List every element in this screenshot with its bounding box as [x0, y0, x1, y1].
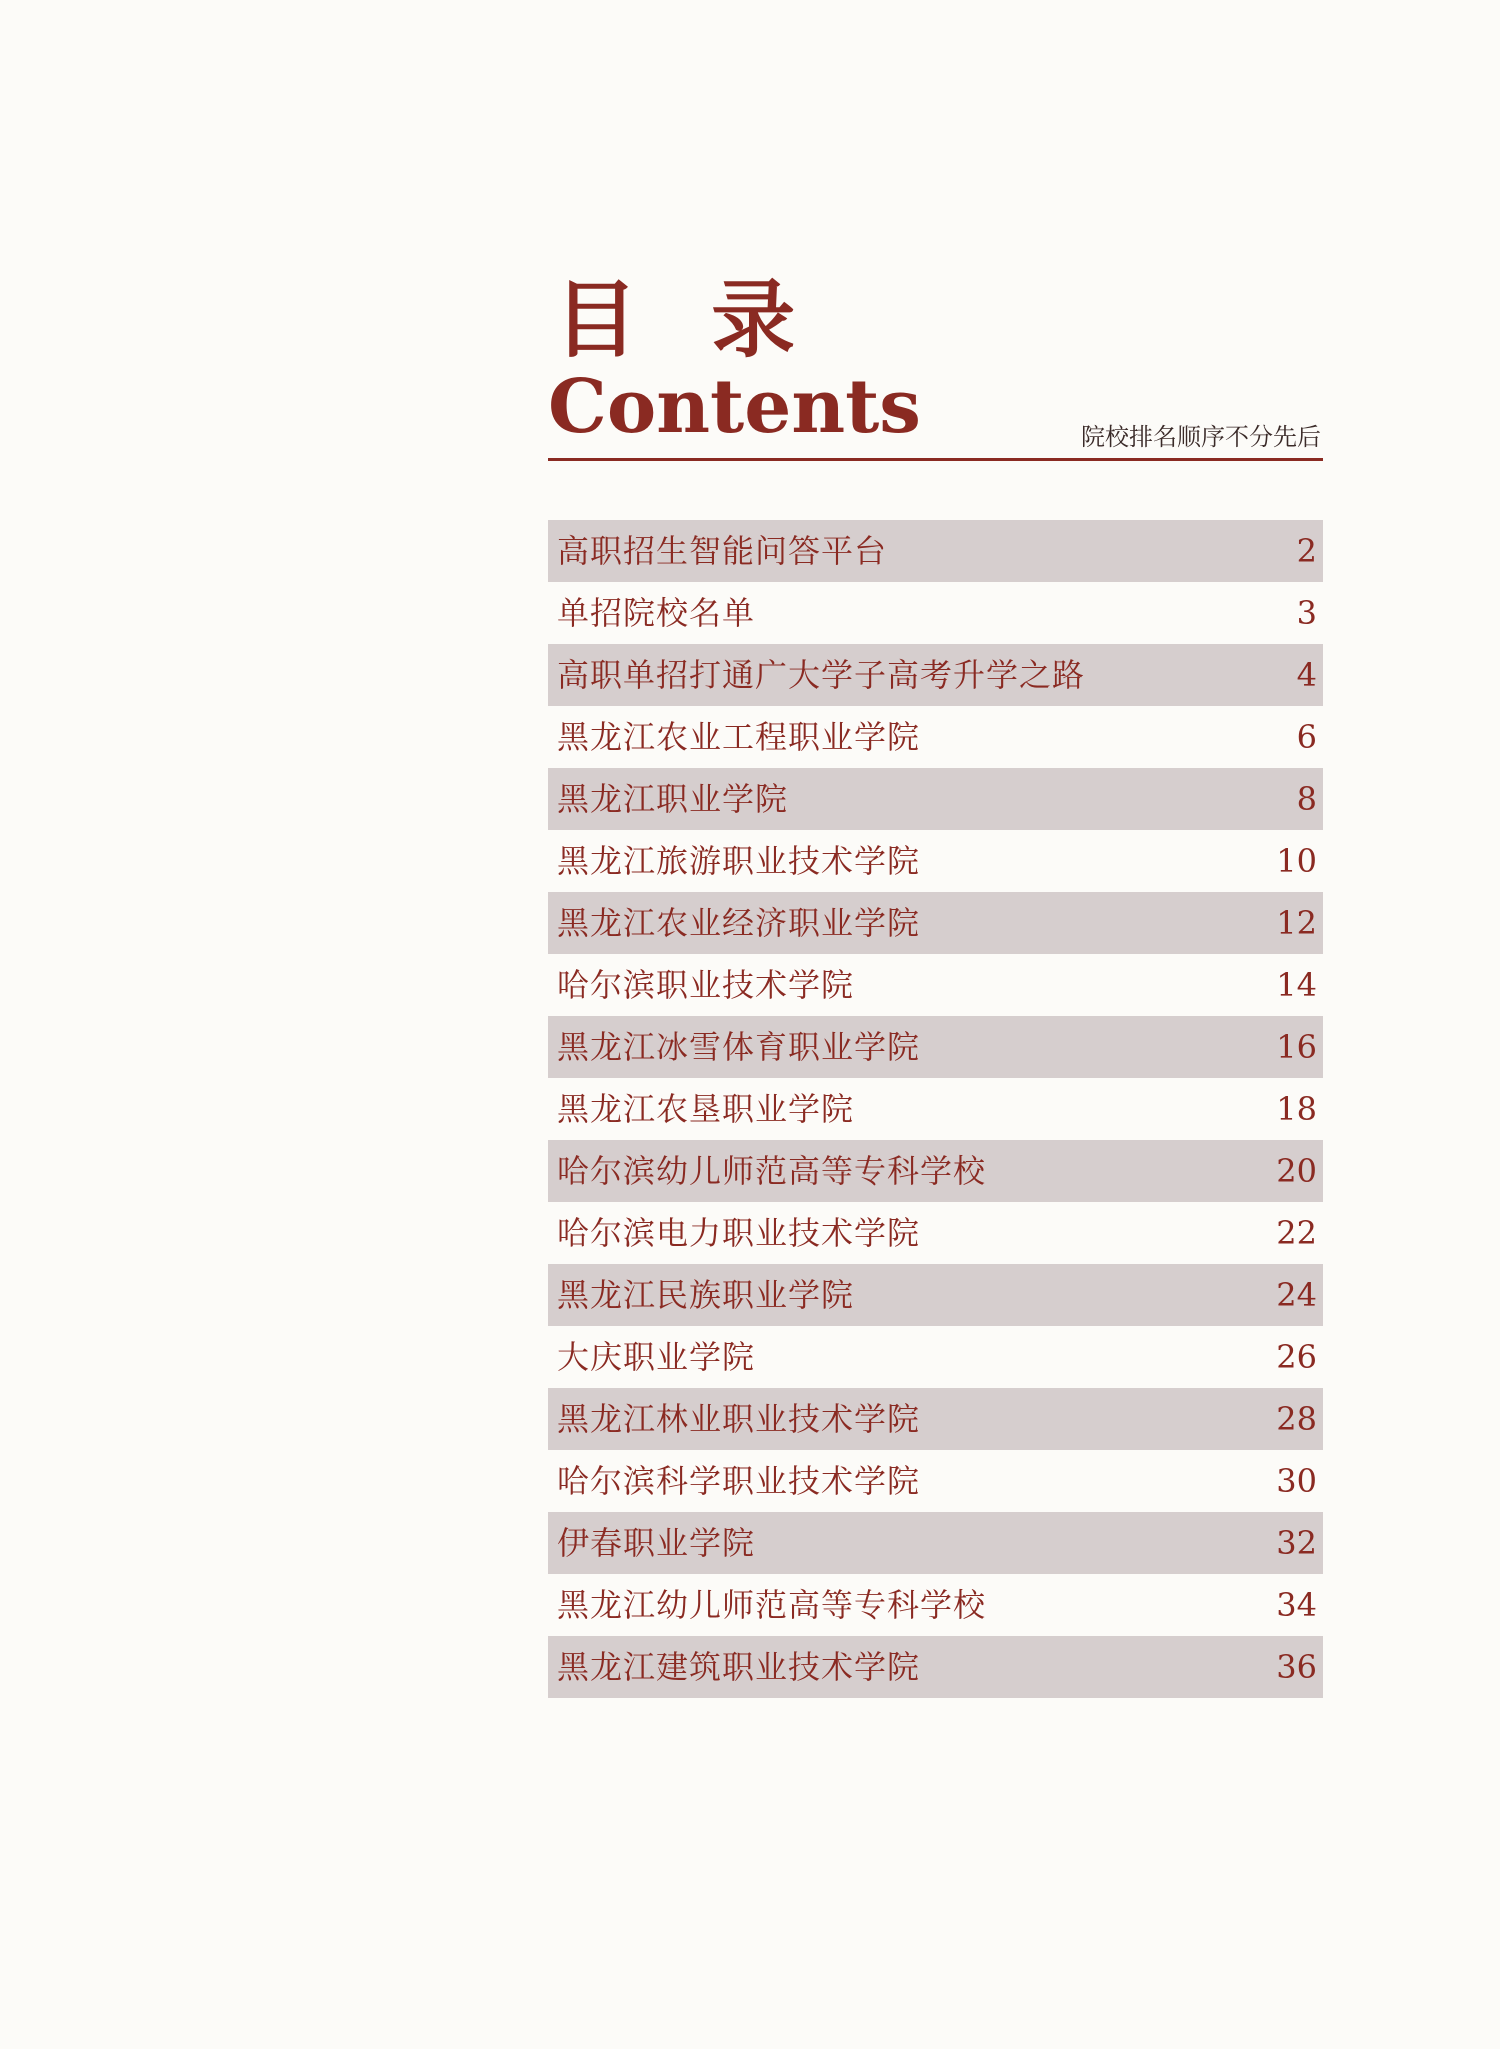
toc-entry[interactable]: [548, 1512, 1323, 1574]
toc-entry-title: 高职单招打通广大学子高考升学之路: [557, 656, 1086, 694]
toc-entry[interactable]: [548, 1326, 1323, 1388]
toc-entry-title: 高职招生智能问答平台: [557, 532, 888, 570]
toc-entry-title: 哈尔滨幼儿师范高等专科学校: [557, 1152, 987, 1190]
toc-entry[interactable]: [548, 582, 1323, 644]
toc-entry-page-number: 12: [1276, 904, 1317, 942]
toc-entry[interactable]: [548, 1016, 1323, 1078]
toc-entry-title: 哈尔滨职业技术学院: [557, 966, 855, 1004]
toc-entry-page-number: 8: [1296, 780, 1317, 818]
toc-entry-page-number: 3: [1296, 594, 1317, 632]
toc-entry-page-number: 26: [1276, 1338, 1317, 1376]
toc-entry[interactable]: [548, 1140, 1323, 1202]
toc-entry[interactable]: [548, 1450, 1323, 1512]
toc-entry-title: 黑龙江幼儿师范高等专科学校: [557, 1586, 987, 1624]
toc-entry[interactable]: [548, 1264, 1323, 1326]
toc-entry[interactable]: [548, 1388, 1323, 1450]
toc-entry-title: 黑龙江农业经济职业学院: [557, 904, 921, 942]
toc-entry-title: 黑龙江林业职业技术学院: [557, 1400, 921, 1438]
toc-entry[interactable]: [548, 768, 1323, 830]
toc-entry-title: 黑龙江农业工程职业学院: [557, 718, 921, 756]
toc-entry-page-number: 4: [1296, 656, 1317, 694]
page-title-english: Contents: [548, 364, 921, 450]
toc-entry[interactable]: [548, 644, 1323, 706]
toc-entry-page-number: 16: [1276, 1028, 1317, 1066]
table-of-contents: [548, 520, 1323, 1698]
contents-header: [548, 270, 1323, 462]
ranking-note: 院校排名顺序不分先后: [1081, 423, 1321, 451]
toc-entry[interactable]: [548, 1574, 1323, 1636]
toc-entry-page-number: 14: [1276, 966, 1317, 1004]
toc-entry-title: 黑龙江冰雪体育职业学院: [557, 1028, 921, 1066]
toc-entry[interactable]: [548, 892, 1323, 954]
toc-entry-page-number: 2: [1296, 532, 1317, 570]
toc-entry-title: 黑龙江建筑职业技术学院: [557, 1648, 921, 1686]
toc-entry[interactable]: [548, 954, 1323, 1016]
toc-entry[interactable]: [548, 520, 1323, 582]
page-title-chinese: 目 录: [554, 270, 818, 369]
toc-entry-title: 黑龙江民族职业学院: [557, 1276, 855, 1314]
toc-entry-title: 大庆职业学院: [557, 1338, 756, 1376]
toc-entry-page-number: 18: [1276, 1090, 1317, 1128]
toc-entry-page-number: 10: [1276, 842, 1317, 880]
toc-entry-page-number: 30: [1276, 1462, 1317, 1500]
toc-entry[interactable]: [548, 830, 1323, 892]
toc-entry[interactable]: [548, 1636, 1323, 1698]
toc-entry-page-number: 20: [1276, 1152, 1317, 1190]
toc-entry-page-number: 6: [1296, 718, 1317, 756]
toc-entry-page-number: 34: [1276, 1586, 1317, 1624]
title-underline: [548, 458, 1323, 461]
toc-entry-page-number: 36: [1276, 1648, 1317, 1686]
toc-entry-title: 黑龙江旅游职业技术学院: [557, 842, 921, 880]
toc-entry-title: 伊春职业学院: [557, 1524, 756, 1562]
toc-entry-page-number: 22: [1276, 1214, 1317, 1252]
toc-entry[interactable]: [548, 1078, 1323, 1140]
toc-entry[interactable]: [548, 706, 1323, 768]
toc-entry-title: 哈尔滨科学职业技术学院: [557, 1462, 921, 1500]
toc-entry-title: 黑龙江职业学院: [557, 780, 789, 818]
toc-entry-title: 单招院校名单: [557, 594, 756, 632]
toc-entry-title: 黑龙江农垦职业学院: [557, 1090, 855, 1128]
toc-entry-page-number: 28: [1276, 1400, 1317, 1438]
toc-entry-title: 哈尔滨电力职业技术学院: [557, 1214, 921, 1252]
toc-entry-page-number: 24: [1276, 1276, 1317, 1314]
toc-entry[interactable]: [548, 1202, 1323, 1264]
toc-entry-page-number: 32: [1276, 1524, 1317, 1562]
